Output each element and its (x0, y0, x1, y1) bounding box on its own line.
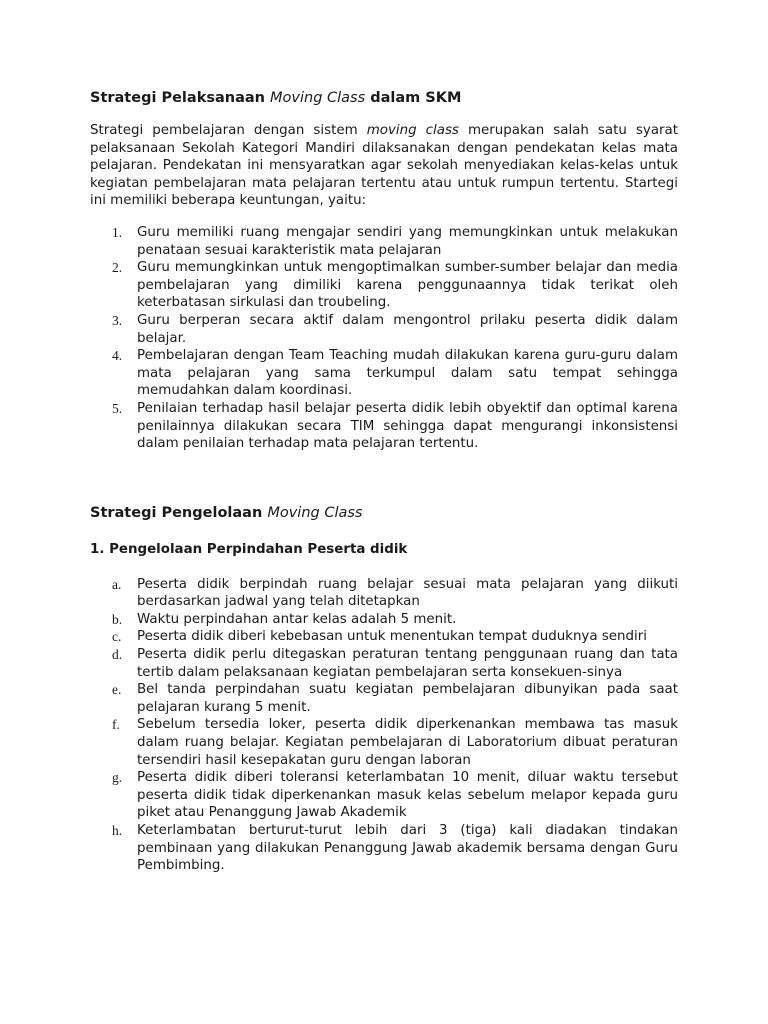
advantages-list (90, 224, 678, 453)
list-item (90, 347, 678, 400)
document-page (90, 88, 678, 875)
list-item (90, 611, 678, 629)
list-item-text: Guru memiliki ruang mengajar sendiri yang memungkinkan untuk melakukan penataan sesuai karakteristik mata pelajaran (137, 224, 678, 258)
list-item-text: Peserta didik berpindah ruang belajar sesuai mata pelajaran yang diikuti berdasarkan jadwal yang telah ditetapkan (137, 576, 678, 610)
list-marker: e. (112, 682, 122, 698)
intro-text-start: Strategi pembelajaran dengan sistem (90, 123, 367, 138)
section-2-title-text: Strategi Pengelolaan (90, 504, 268, 521)
list-item-text: Peserta didik diberi kebebasan untuk menentukan tempat duduknya sendiri (137, 629, 647, 645)
section-1-title-suffix: dalam SKM (365, 90, 462, 106)
list-item-text: Peserta didik perlu ditegaskan peraturan tentang penggunaan ruang dan tata tertib dalam pelaksanaan kegiatan pembelajaran serta konsekuen-sinya (137, 647, 678, 680)
intro-text-end: merupakan salah satu syarat pelaksanaan Sekolah Kategori Mandiri dilaksanakan dengan pendekatan kelas mata pelajaran. Pendekatan ini mensyaratkan agar sekolah menyediakan kelas-kelas untuk kegiatan pembelajaran mata pelajaran tertentu atau untuk rumpun tertentu. Startegi ini memiliki beberapa keuntungan, yaitu: (90, 123, 679, 209)
list-item (90, 259, 678, 312)
section-1-title (90, 88, 678, 108)
list-marker: d. (112, 647, 123, 663)
section-2 (90, 503, 678, 875)
section-2-title (90, 503, 678, 523)
section-2-subheading: 1. Pengelolaan Perpindahan Peserta didik (90, 541, 408, 557)
list-item-text: Keterlambatan berturut-turut lebih dari 3 (tiga) kali diadakan tindakan pembinaan yang dilakukan Penanggung Jawab akademik bersama dengan Guru Pembimbing. (137, 823, 678, 874)
list-marker: a. (112, 576, 122, 592)
list-marker: 4. (112, 348, 123, 364)
list-item-text: Guru memungkinkan untuk mengoptimalkan sumber-sumber belajar dan media pembelajaran yang dimiliki karena penggunaannya tidak terikat oleh keterbatasan sirkulasi dan troubeling. (137, 260, 678, 311)
section-1-title-italic: Moving Class (270, 90, 366, 106)
list-marker: g. (112, 770, 123, 786)
section-2-title-italic: Moving Class (267, 504, 363, 521)
list-marker: b. (112, 611, 123, 627)
list-item (90, 224, 678, 259)
list-item-text: Waktu perpindahan antar kelas adalah 5 menit. (137, 611, 457, 627)
list-marker: 3. (112, 312, 123, 328)
list-item-text: Sebelum tersedia loker, peserta didik diperkenankan membawa tas masuk dalam ruang belajar. Kegiatan pembelajaran di Laboratorium dibuat peraturan tersendiri hasil kesepakatan guru dengan laboran (137, 717, 678, 768)
management-list (90, 576, 678, 875)
list-marker: c. (112, 629, 122, 645)
list-item-text: Bel tanda perpindahan suatu kegiatan pembelajaran dibunyikan pada saat pelajaran kurang 5 menit. (137, 682, 678, 715)
section-1-intro (90, 122, 678, 210)
list-item (90, 646, 678, 681)
list-item-text: Peserta didik diberi toleransi keterlambatan 10 menit, diluar waktu tersebut peserta didik tidak diperkenankan masuk kelas sebelum melapor kepada guru piket atau Penanggung Jawab Akademik (137, 770, 678, 821)
list-item (90, 769, 678, 822)
section-1-title-text: Strategi Pelaksanaan (90, 90, 271, 106)
list-marker: 1. (112, 224, 123, 240)
list-item (90, 716, 678, 769)
list-item-text: Guru berperan secara aktif dalam mengontrol prilaku peserta didik dalam belajar. (137, 312, 678, 346)
list-item (90, 628, 678, 646)
intro-text-italic: moving class (366, 123, 459, 138)
list-item (90, 312, 678, 347)
list-item (90, 576, 678, 611)
list-item (90, 681, 678, 716)
list-item-text: Pembelajaran dengan Team Teaching mudah dilakukan karena guru-guru dalam mata pelajaran yang sama terkumpul dalam satu tempat sehingga memudahkan dalam koordinasi. (137, 348, 678, 399)
list-item (90, 822, 678, 875)
list-item (90, 400, 678, 453)
list-marker: 2. (112, 260, 123, 276)
list-marker: h. (112, 823, 123, 838)
list-marker: f. (112, 717, 120, 733)
list-marker: 5. (112, 400, 123, 416)
list-item-text: Penilaian terhadap hasil belajar peserta didik lebih obyektif dan optimal karena penilainnya dilakukan secara TIM sehingga dapat mengurangi inkonsistensi dalam penilaian terhadap mata pelajaran tertentu. (137, 400, 678, 452)
